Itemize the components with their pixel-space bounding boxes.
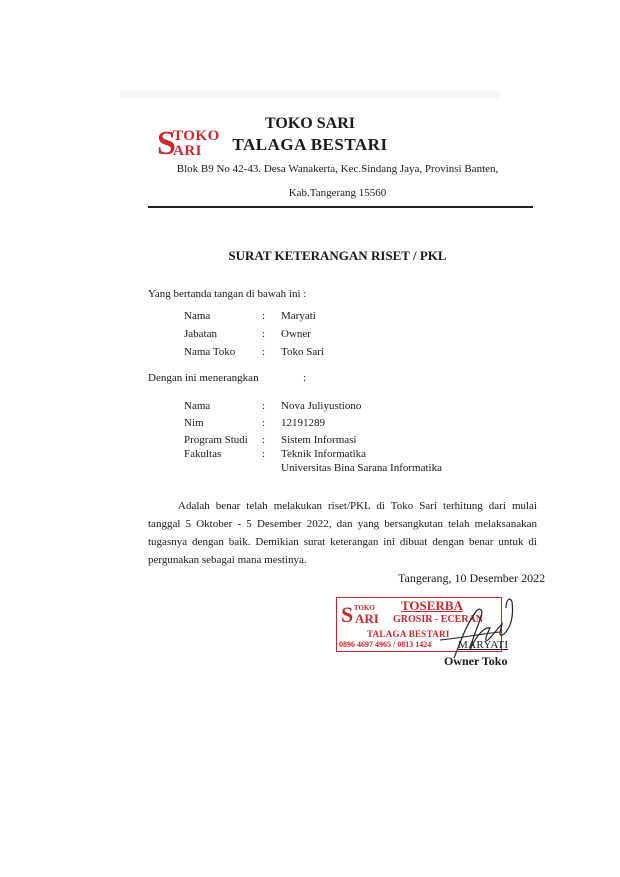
signature-scribble	[420, 588, 520, 663]
stamp-phone: 0896 4697 4965 / 0813 1424	[339, 640, 432, 649]
signer-value-jabatan: Owner	[281, 328, 311, 340]
store-name: TOKO SARI	[265, 115, 355, 132]
signer-colon: :	[262, 346, 266, 358]
stamp-toko: TOKO	[354, 604, 375, 612]
signer-value-toko: Toko Sari	[281, 346, 324, 358]
statement-colon: :	[303, 372, 307, 384]
signer-colon: :	[262, 310, 266, 322]
body-paragraph	[148, 497, 537, 569]
address-line-1: Blok B9 No 42-43. Desa Wanakerta, Kec.Sindang Jaya, Provinsi Banten,	[176, 163, 499, 175]
intro-text: Yang bertanda tangan di bawah ini :	[148, 288, 307, 300]
signer-label-jabatan: Jabatan	[184, 328, 217, 340]
student-label-nama: Nama	[184, 400, 211, 412]
document-title: SURAT KETERANGAN RISET / PKL	[228, 248, 447, 263]
student-label-fakultas: Fakultas	[184, 448, 222, 460]
scan-shadow	[120, 90, 500, 98]
logo-letter-s: S	[157, 125, 176, 162]
student-label-prodi: Program Studi	[184, 434, 248, 446]
student-colon: :	[262, 448, 266, 460]
signature-role: Owner Toko	[444, 654, 508, 668]
student-colon: :	[262, 400, 266, 412]
logo-toko: TOKO	[173, 128, 220, 144]
signer-label-toko: Nama Toko	[184, 346, 236, 358]
letter-date: Tangerang, 10 Desember 2022	[398, 571, 546, 585]
stamp-talaga: TALAGA BESTARI	[367, 629, 450, 639]
stamp-toserba: TOSERBA	[401, 598, 463, 613]
signer-colon: :	[262, 328, 266, 340]
store-subname: TALAGA BESTARI	[232, 135, 388, 154]
student-value-nim: 12191289	[281, 417, 325, 429]
body-paragraph-text: Adalah benar telah melakukan riset/PKL di Toko Sari terhitung dari mulai tanggal 5 Oktober - 5 Desember 2022, dan yang bersangkutan telah melaksanakan tugasnya dengan baik. Demikian surat keterangan ini dibuat dengan benar untuk di pergunakan sebagai mana mestinya.	[148, 500, 537, 566]
stamp-ari: ARI	[355, 611, 379, 626]
letterhead-divider	[148, 206, 533, 208]
student-value-fakultas: Teknik Informatika	[281, 448, 367, 460]
address-line-2: Kab.Tangerang 15560	[288, 187, 387, 199]
student-value-nama: Nova Juliyustiono	[281, 400, 362, 412]
stamp-letter-s: S	[341, 602, 354, 627]
student-colon: :	[262, 434, 266, 446]
student-university: Universitas Bina Sarana Informatika	[281, 462, 442, 474]
logo-ari: ARI	[173, 143, 203, 159]
signature-name: MARYATI	[458, 639, 509, 651]
statement-text: Dengan ini menerangkan	[148, 372, 259, 384]
stamp-grosir: GROSIR - ECERAN	[393, 614, 484, 625]
student-value-prodi: Sistem Informasi	[281, 434, 357, 446]
student-label-nim: Nim	[184, 417, 204, 429]
signer-value-nama: Maryati	[281, 310, 316, 322]
student-colon: :	[262, 417, 266, 429]
signer-label-nama: Nama	[184, 310, 211, 322]
